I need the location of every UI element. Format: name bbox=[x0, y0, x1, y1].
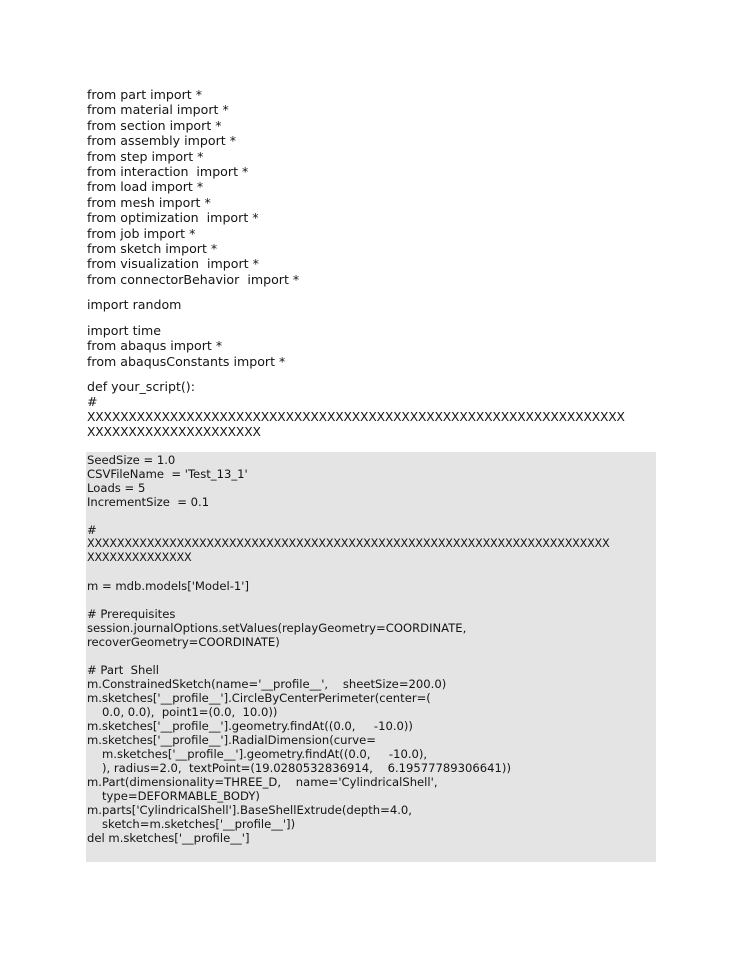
import-line: from assembly import * bbox=[87, 133, 236, 149]
import-line: from job import * bbox=[87, 225, 196, 241]
comment-line: # bbox=[87, 523, 97, 537]
import-line: from step import * bbox=[87, 148, 204, 164]
import-line: from section import * bbox=[87, 117, 222, 133]
code-line: 0.0, 0.0), point1=(0.0, 10.0)) bbox=[102, 705, 278, 719]
import-line: from visualization import * bbox=[87, 256, 259, 272]
import-line: from interaction import * bbox=[87, 164, 249, 180]
code-line: session.journalOptions.setValues(replayGeometry=COORDINATE, bbox=[87, 621, 467, 635]
model-line: m = mdb.models['Model-1'] bbox=[87, 579, 250, 593]
code-line: m.sketches['__profile__'].RadialDimension(curve= bbox=[87, 733, 376, 747]
code-line: ), radius=2.0, textPoint=(19.0280532836914, 6.19577789306641)) bbox=[102, 761, 511, 775]
spacer bbox=[87, 287, 647, 297]
code-line: m.sketches['__profile__'].geometry.findAt((0.0, -10.0), bbox=[102, 747, 428, 761]
spacer bbox=[87, 369, 647, 379]
param-line: Loads = 5 bbox=[87, 481, 146, 495]
code-line: m.Part(dimensionality=THREE_D, name='CylindricalShell', bbox=[87, 775, 438, 789]
code-line: del m.sketches['__profile__'] bbox=[87, 831, 250, 845]
code-line: type=DEFORMABLE_BODY) bbox=[102, 789, 260, 803]
param-line: IncrementSize = 0.1 bbox=[87, 495, 210, 509]
import-line: from abaqus import * bbox=[87, 338, 223, 354]
comment-line: # Part Shell bbox=[87, 663, 159, 677]
spacer bbox=[87, 649, 652, 663]
redacted-line: XXXXXXXXXXXXXXXXXXXXXXXXXXXXXXXXXXXXXXXXXXXXXXXXXXXXXXXXXXXXXXXXXXXXXX bbox=[87, 537, 610, 550]
code-line: m.sketches['__profile__'].CircleByCenterPerimeter(center=( bbox=[87, 691, 431, 705]
import-line: from optimization import * bbox=[87, 210, 259, 226]
comment-line: # bbox=[87, 394, 98, 410]
import-line: from mesh import * bbox=[87, 194, 211, 210]
import-line: from part import * bbox=[87, 87, 203, 102]
import-line: from material import * bbox=[87, 102, 229, 118]
comment-line: # Prerequisites bbox=[87, 607, 176, 621]
code-line: sketch=m.sketches['__profile__']) bbox=[102, 817, 296, 831]
highlighted-code-block bbox=[86, 452, 656, 862]
spacer bbox=[87, 593, 652, 607]
import-line: from load import * bbox=[87, 179, 204, 195]
import-line: from connectorBehavior import * bbox=[87, 271, 300, 287]
spacer bbox=[87, 313, 647, 323]
spacer bbox=[87, 565, 652, 579]
import-line: from abaqusConstants import * bbox=[87, 353, 286, 369]
param-line: SeedSize = 1.0 bbox=[87, 453, 176, 467]
import-line: import time bbox=[87, 322, 162, 338]
function-def-line: def your_script(): bbox=[87, 378, 195, 394]
import-line: from sketch import * bbox=[87, 241, 218, 257]
code-top-section bbox=[87, 87, 647, 441]
code-line: recoverGeometry=COORDINATE) bbox=[87, 635, 280, 649]
spacer bbox=[87, 509, 652, 523]
param-line: CSVFileName = 'Test_13_1' bbox=[87, 467, 248, 481]
redacted-line: XXXXXXXXXXXXXXXXXXXXXXXXXXXXXXXXXXXXXXXXXXXXXXXXXXXXXXXXXXXXXXXXX bbox=[87, 409, 625, 424]
import-random-line: import random bbox=[87, 297, 182, 313]
code-line: m.ConstrainedSketch(name='__profile__', sheetSize=200.0) bbox=[87, 677, 447, 691]
redacted-line: XXXXXXXXXXXXXXXXXXXXX bbox=[87, 425, 261, 440]
highlighted-code-content bbox=[87, 453, 652, 845]
code-line: m.parts['CylindricalShell'].BaseShellExtrude(depth=4.0, bbox=[87, 803, 412, 817]
redacted-line: XXXXXXXXXXXXXX bbox=[87, 551, 192, 564]
code-line: m.sketches['__profile__'].geometry.findAt((0.0, -10.0)) bbox=[87, 719, 413, 733]
